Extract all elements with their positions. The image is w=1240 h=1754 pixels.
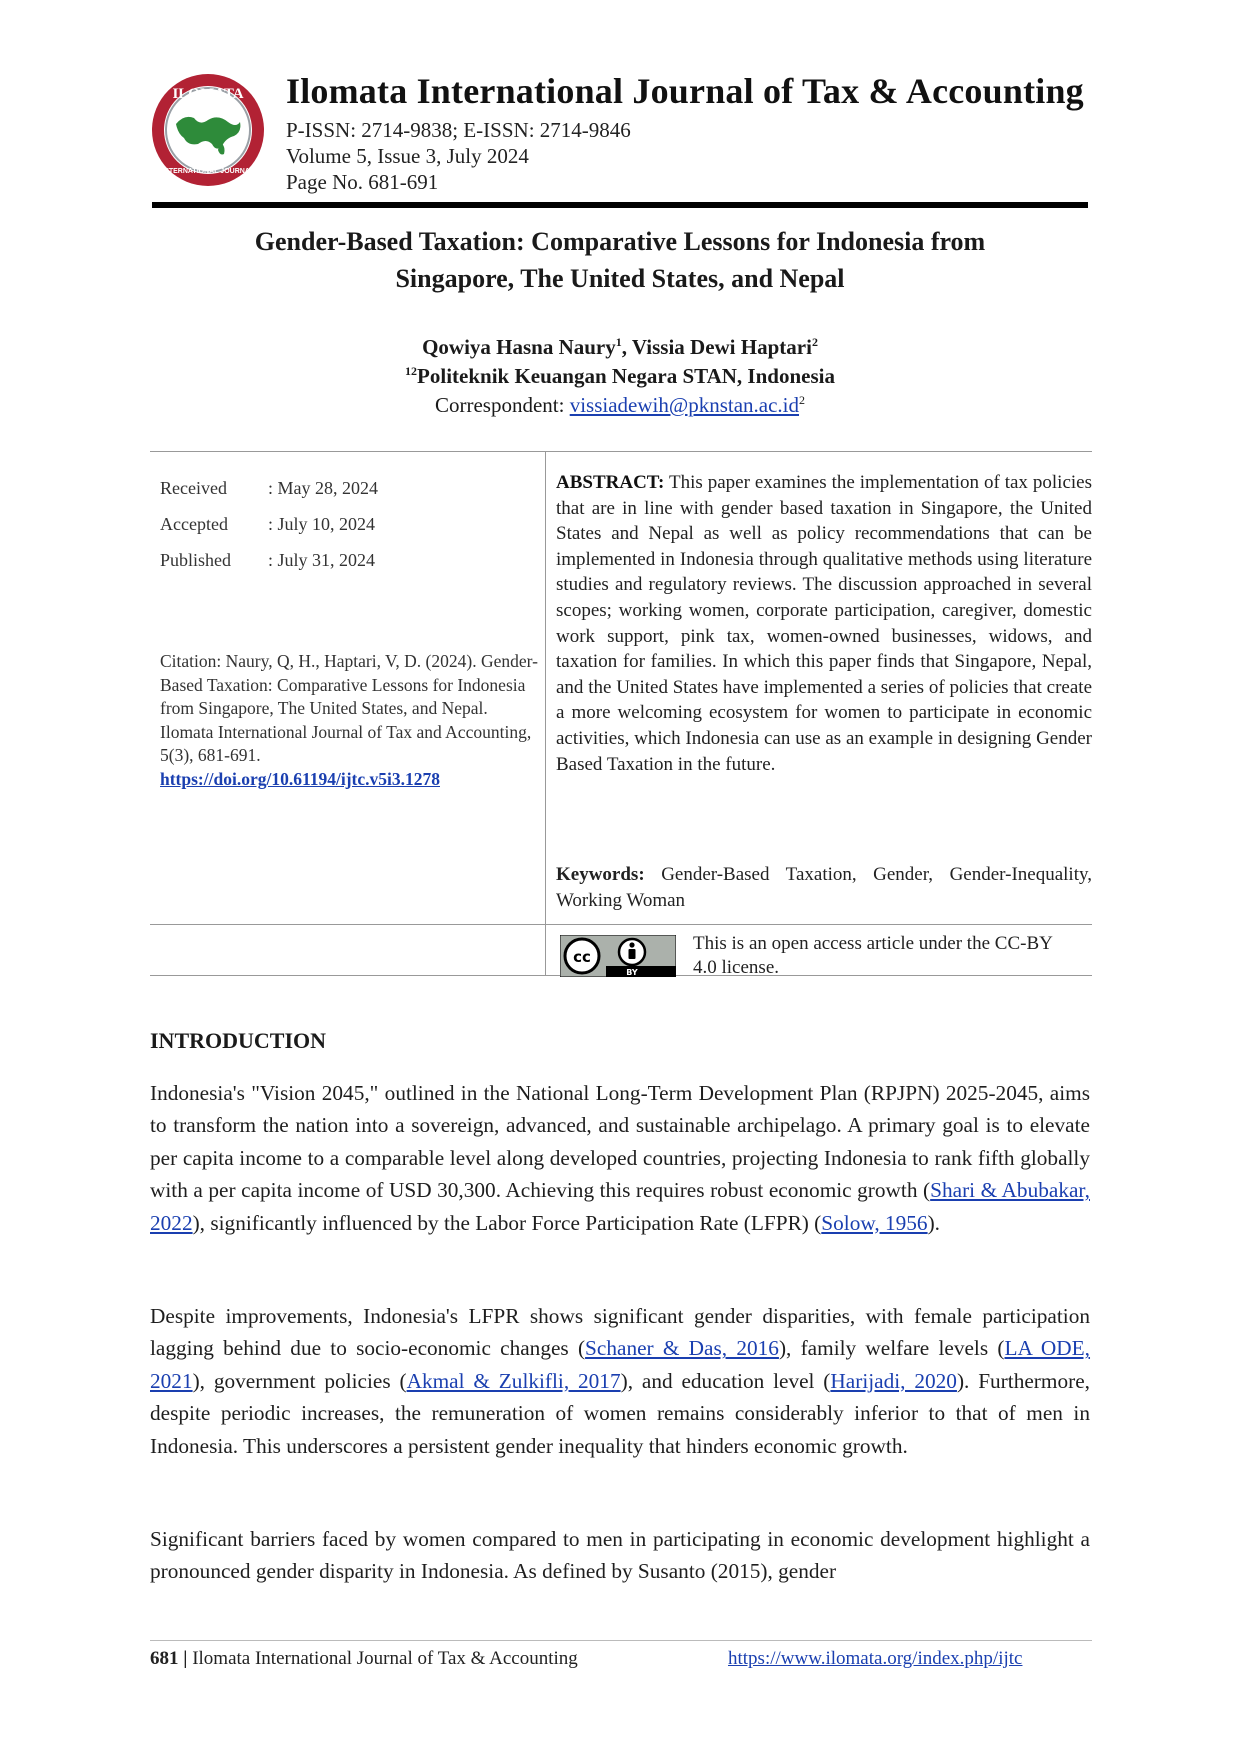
date-published: Published : July 31, 2024	[160, 550, 376, 570]
abstract-label: ABSTRACT:	[556, 472, 665, 493]
page-number: 681	[150, 1648, 179, 1669]
keywords-label: Keywords:	[556, 864, 645, 885]
reference-link[interactable]: Harijadi, 2020	[830, 1368, 957, 1393]
author-1-sup: 1	[615, 335, 622, 349]
reference-link[interactable]: Solow, 1956	[821, 1210, 928, 1235]
svg-text:INTERNATIONAL JOURNAL: INTERNATIONAL JOURNAL	[161, 168, 255, 175]
section-heading-introduction: INTRODUCTION	[150, 1028, 327, 1053]
citation-text: Citation: Naury, Q, H., Haptari, V, D. (2024). Gender-Based Taxation: Comparative Lessons for Indonesia from Singapore, The United States, and Nepal. Ilomata International Journal of Tax and Accounting, 5(3), 681-691.	[160, 651, 538, 765]
title-line-1: Gender-Based Taxation: Comparative Lessons for Indonesia from	[254, 227, 986, 256]
title-line-2: Singapore, The United States, and Nepal	[395, 264, 845, 293]
paragraph-1: Indonesia's "Vision 2045," outlined in the National Long-Term Development Plan (RPJPN) 2025-2045, aims to transform the nation into a sovereign, advanced, and sustainable archipelago. A primary goal is to elevate per capita income to a comparable level along developed countries, projecting Indonesia to rank fifth globally with a per capita income of USD 30,300. Achieving this requires robust economic growth (Shari & Abubakar, 2022), significantly influenced by the Labor Force Participation Rate (LFPR) (Solow, 1956).	[150, 1081, 1090, 1235]
svg-text:ILOMATA: ILOMATA	[172, 86, 244, 102]
abstract	[556, 470, 1092, 777]
author-1: Qowiya Hasna Naury	[422, 335, 616, 359]
affiliation	[150, 362, 1090, 390]
volume-issue: Volume 5, Issue 3, July 2024	[286, 144, 529, 168]
correspondent	[150, 391, 1090, 419]
reference-link[interactable]: LA ODE, 2021	[150, 1336, 1091, 1393]
info-box-column-divider	[545, 451, 546, 975]
keywords-text: Gender-Based Taxation, Gender, Gender-Inequality, Working Woman	[556, 864, 1092, 911]
cc-by-license-badge[interactable]	[560, 935, 676, 977]
footer-separator: |	[178, 1648, 193, 1669]
author-2-sup: 2	[811, 335, 818, 349]
header-divider	[152, 202, 1088, 208]
reference-link[interactable]: Shari & Abubakar, 2022	[150, 1178, 1090, 1235]
paper-title	[150, 223, 1090, 297]
date-accepted: Accepted : July 10, 2024	[160, 514, 376, 534]
journal-logo	[150, 72, 266, 188]
footer-journal	[150, 1648, 578, 1670]
authors	[150, 333, 1090, 361]
affiliation-text: Politeknik Keuangan Negara STAN, Indonesia	[417, 364, 835, 388]
date-received: Received : May 28, 2024	[160, 478, 378, 498]
page-range: Page No. 681-691	[286, 170, 439, 194]
issn: P-ISSN: 2714-9838; E-ISSN: 2714-9846	[286, 118, 631, 142]
license-text: This is an open access article under the CC-BY 4.0 license.	[693, 933, 1053, 978]
paragraph-3: Significant barriers faced by women compared to men in participating in economic development highlight a pronounced gender disparity in Indonesia. As defined by Susanto (2015), gender	[150, 1527, 1090, 1584]
citation	[160, 650, 538, 791]
cc-badge-text: cc	[573, 948, 591, 966]
reference-link[interactable]: Akmal & Zulkifli, 2017	[406, 1368, 621, 1393]
correspondent-sup: 2	[799, 393, 806, 407]
info-box-license-rule	[150, 924, 1092, 925]
correspondent-label: Correspondent:	[434, 393, 570, 417]
journal-title: Ilomata International Journal of Tax & Accounting	[286, 71, 1084, 111]
keywords	[556, 862, 1092, 913]
journal-url-link[interactable]: https://www.ilomata.org/index.php/ijtc	[728, 1648, 1023, 1669]
affiliation-sup: 12	[405, 364, 418, 378]
footer-journal-name: Ilomata International Journal of Tax & Accounting	[192, 1648, 578, 1669]
doi-link[interactable]: https://doi.org/10.61194/ijtc.v5i3.1278	[160, 768, 440, 789]
article-dates	[160, 470, 378, 578]
author-2: Vissia Dewi Haptari	[631, 335, 812, 359]
footer-divider	[150, 1640, 1092, 1641]
reference-link[interactable]: Schaner & Das, 2016	[585, 1336, 779, 1361]
by-badge-text: BY	[626, 968, 638, 977]
author-separator: ,	[621, 335, 632, 359]
correspondent-email-link[interactable]: vissiadewih@pknstan.ac.id	[569, 393, 800, 417]
info-box-top-rule	[150, 451, 1092, 452]
paragraph-2: Despite improvements, Indonesia's LFPR shows significant gender disparities, with female participation lagging behind due to socio-economic changes (Schaner & Das, 2016), family welfare levels (LA ODE, 2021), government policies (Akmal & Zulkifli, 2017), and education level (Harijadi, 2020). Furthermore, despite periodic increases, the remuneration of women remains considerably inferior to that of men in Indonesia. This underscores a persistent gender inequality that hinders economic growth.	[150, 1304, 1091, 1458]
abstract-text: This paper examines the implementation of tax policies that are in line with gender based taxation in Singapore, the United States and Nepal as well as policy recommendations that can be implemented in Indonesia through qualitative methods using literature studies and regulatory reviews. The discussion approached in several scopes; working women, corporate participation, caregiver, domestic work support, pink tax, women-owned businesses, widows, and taxation for families. In which this paper finds that Singapore, Nepal, and the United States have implemented a series of policies that create a more welcoming ecosystem for women to participate in economic activities, which Indonesia can use as an example in designing Gender Based Taxation in the future.	[556, 472, 1092, 775]
journal-meta	[286, 117, 631, 195]
